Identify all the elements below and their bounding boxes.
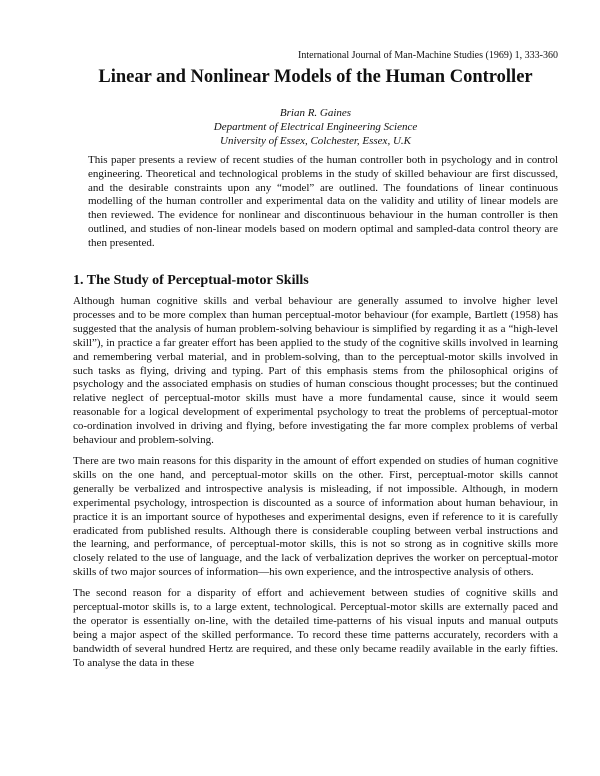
journal-reference: International Journal of Man-Machine Studies (1969) 1, 333-360 <box>298 50 558 61</box>
section-heading: 1. The Study of Perceptual-motor Skills <box>73 273 309 288</box>
body-paragraph: The second reason for a disparity of effort and achievement between studies of cognitive skills and perceptual-motor skills is, to a large extent, technological. Perceptual-motor skills are externally paced and the operator is essentially on-line, with the detailed time-patterns of his visual inputs and manual outputs being a major aspect of the skilled performance. To record these time patterns accurately, recorders with a bandwidth of several hundred Hertz are required, and these only became readily available in the early fifties. To analyse the data in these <box>73 587 558 669</box>
section-body <box>73 295 558 678</box>
author-name: Brian R. Gaines <box>279 107 352 119</box>
author-institution: University of Essex, Colchester, Essex, U.K <box>220 135 411 147</box>
author-department: Department of Electrical Engineering Science <box>213 121 418 133</box>
paper-title: Linear and Nonlinear Models of the Human Controller <box>98 67 533 87</box>
author-block <box>73 106 558 148</box>
body-paragraph: Although human cognitive skills and verbal behaviour are generally assumed to involve higher level processes and to be more complex than human perceptual-motor behaviour (for example, Bartlett (1958) has suggested that the analysis of human problem-solving behaviour is simplified by regarding it as a “high-level skill”), in practice a far greater effort has been applied to the study of the cognitive skills involved in learning and remembering verbal material, and in problem-solving, than to the perceptual-motor skills involved in such tasks as flying, driving and typing. Part of this emphasis stems from the philosophical origins of psychology and the associated emphasis on studies of human conscious thought processes; but the continued relative neglect of perceptual-motor skills must have a more fundamental cause, since it would seem reasonable for a logical development of experimental psychology to treat the problems of perceptual-motor co-ordination involved in driving and flying, before investigating the far more complex problems of verbal behaviour and problem-solving. <box>73 295 558 447</box>
body-paragraph: There are two main reasons for this disparity in the amount of effort expended on studies of human cognitive skills on the one hand, and perceptual-motor skills on the other. First, perceptual-motor skills cannot generally be verbalized and introspective analysis is misleading, if not impossible. Although, in modern experimental psychology, introspection is discounted as a source of information about human behaviour, in practice it is an important source of hypotheses and experimental designs, even if reference to it is carefully eradicated from published results. Although there is considerable coupling between verbal instructions and the learning, and performance, of perceptual-motor skills, this is not so strong as in cognitive skills more closely related to the use of language, and the lack of verbalization deprives the worker on perceptual-motor skills of two major sources of information—his own experience, and the introspective analysis of others. <box>73 454 558 579</box>
abstract: This paper presents a review of recent studies of the human controller both in psychology and in control engineering. Theoretical and technological problems in the study of skilled behaviour are first discussed, and the desirable constraints upon any “model” are outlined. The foundations of linear continuous modelling of the human controller and experimental data on the validity and utility of linear models are then reviewed. The evidence for nonlinear and discontinuous behaviour in the human controller is then outlined, and studies of non-linear models based on modern optimal and sampled-data control theory are then presented. <box>88 154 558 249</box>
